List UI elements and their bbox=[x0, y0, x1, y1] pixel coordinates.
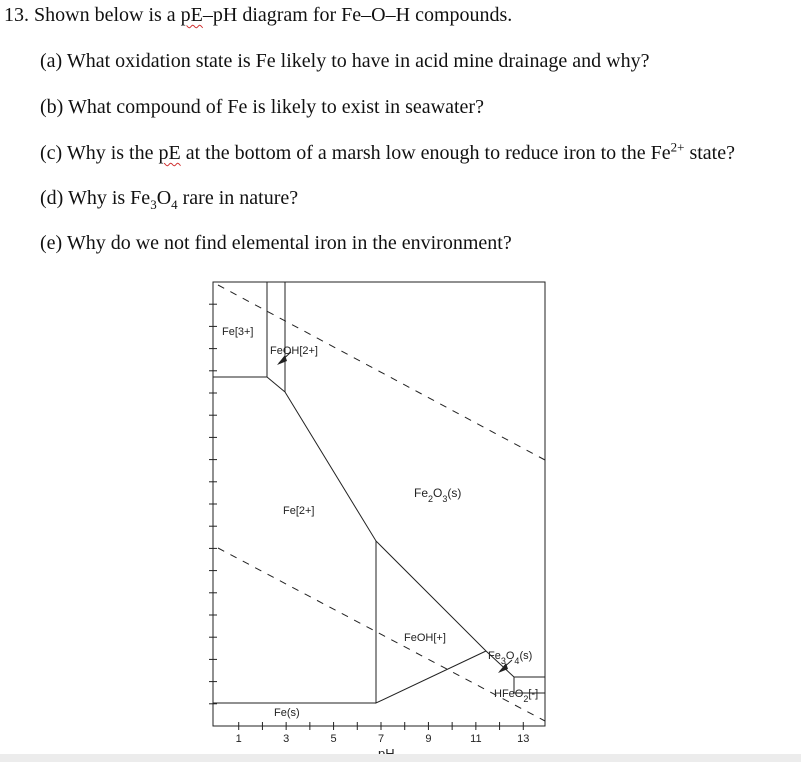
label-hfeo2: HFeO$_2$[-] bbox=[494, 688, 539, 704]
feoh2-fe2-boundary bbox=[267, 377, 285, 392]
feoh1-boundary bbox=[376, 541, 486, 703]
x-tick-label: 5 bbox=[330, 733, 337, 745]
label-fe3: Fe[3+] bbox=[222, 326, 254, 338]
x-tick-label: 1 bbox=[235, 733, 242, 745]
page-bottom-strip bbox=[0, 754, 801, 762]
label-fes: Fe(s) bbox=[274, 707, 300, 719]
question-part-b: (b) What compound of Fe is likely to exist in seawater? bbox=[40, 96, 484, 118]
question-part-d: (d) Why is $Fe_3O_4$ rare in nature? bbox=[40, 187, 299, 212]
question-part-a: (a) What oxidation state is Fe likely to have in acid mine drainage and why? bbox=[40, 50, 650, 72]
label-fe2o3: $Fe_2O_3(s)$ bbox=[414, 486, 462, 504]
x-tick-label: 3 bbox=[283, 733, 290, 745]
label-feoh2: FeOH[2+] bbox=[270, 345, 318, 357]
label-feoh1: FeOH[+] bbox=[404, 632, 446, 644]
question-title: 13. Shown below is a pE–pH diagram for Fe–O–H compounds. bbox=[4, 4, 513, 26]
fe2-fe2o3-boundary bbox=[285, 392, 514, 677]
x-tick-label: 7 bbox=[377, 733, 385, 745]
x-tick-label: 11 bbox=[470, 733, 482, 745]
label-fe2: Fe[2+] bbox=[283, 505, 315, 517]
x-tick-label: 9 bbox=[425, 733, 432, 745]
question-part-c: (c) Why is the pE at the bottom of a marsh low enough to reduce iron to the $Fe^{2+}$ state? bbox=[40, 139, 735, 164]
label-fe3o4: $Fe_3O_4(s)$ bbox=[488, 650, 533, 666]
x-tick-label: 13 bbox=[517, 733, 530, 745]
x-axis-ticks bbox=[236, 722, 530, 745]
question-part-e: (e) Why do we not find elemental iron in the environment? bbox=[40, 232, 512, 254]
